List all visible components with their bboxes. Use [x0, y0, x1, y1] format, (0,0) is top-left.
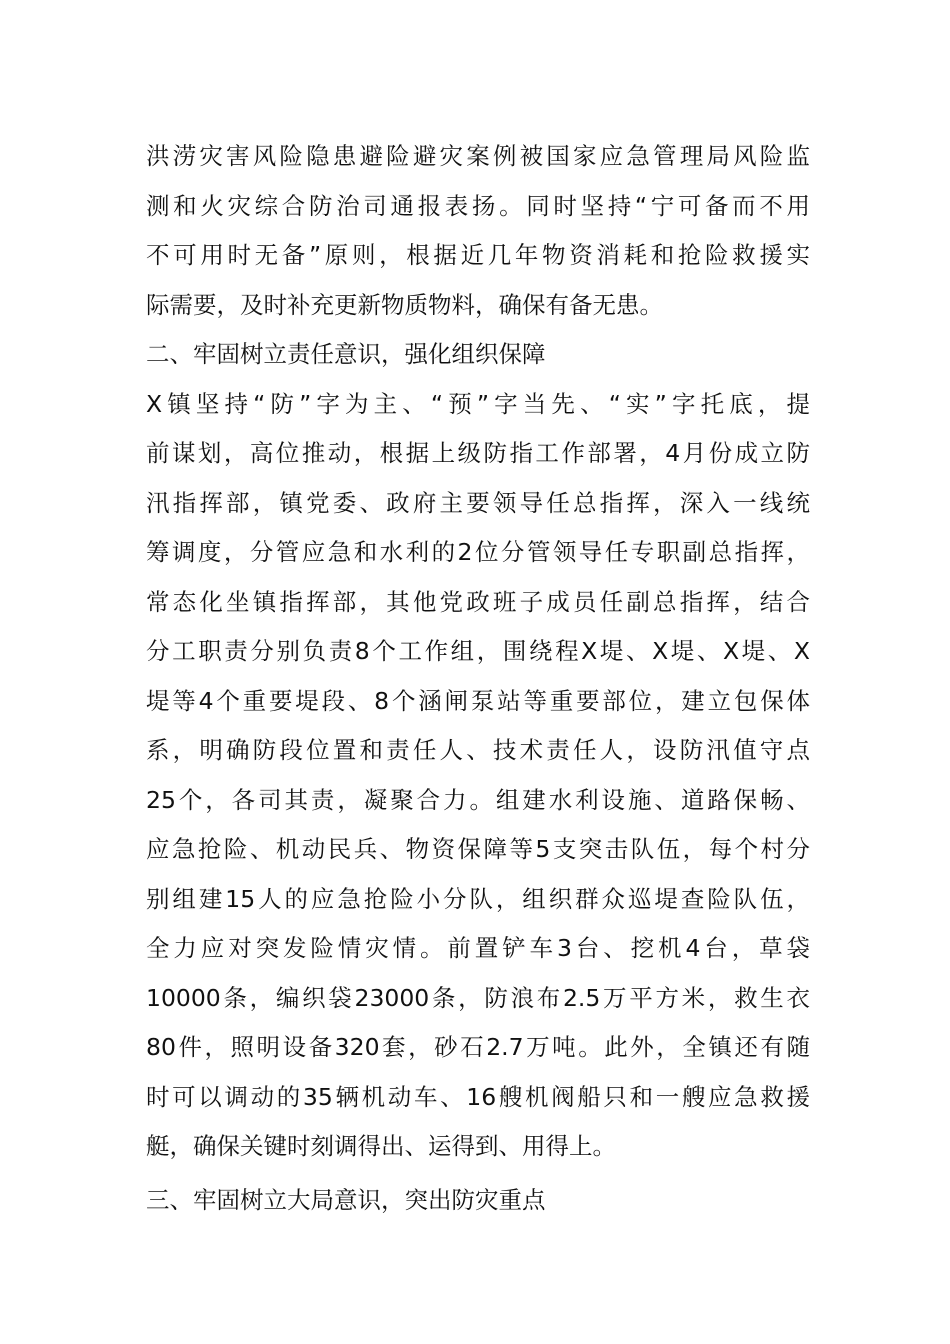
paragraph-line: 洪涝灾害风险隐患避险避灾案例被国家应急管理局风险监: [146, 142, 810, 170]
section-heading: 二、牢固树立责任意识，强化组织保障: [146, 340, 546, 368]
paragraph-line: 前谋划，高位推动，根据上级防指工作部署，4月份成立防: [146, 439, 810, 467]
document-body: [146, 132, 810, 1225]
paragraph-line: 堤等4个重要堤段、8个涵闸泵站等重要部位，建立包保体: [146, 686, 810, 715]
paragraph-line: 25个，各司其责，凝聚合力。组建水利设施、道路保畅、: [146, 785, 810, 814]
paragraph-line: 际需要，及时补充更新物质物料，确保有备无患。: [146, 290, 663, 319]
paragraph-line: 测和火灾综合防治司通报表扬。同时坚持“宁可备而不用: [146, 191, 810, 220]
paragraph-line: 不可用时无备”原则，根据近几年物资消耗和抢险救援实: [146, 241, 810, 269]
paragraph-line: 系，明确防段位置和责任人、技术责任人，设防汛值守点: [146, 736, 810, 764]
paragraph-line: 10000条，编织袋23000条，防浪布2.5万平方米，救生衣: [146, 983, 810, 1012]
section-heading: 三、牢固树立大局意识，突出防灾重点: [146, 1185, 546, 1214]
paragraph-line: 汛指挥部，镇党委、政府主要领导任总指挥，深入一线统: [146, 488, 810, 517]
paragraph-line: 分工职责分别负责8个工作组，围绕程X堤、X堤、X堤、X: [146, 637, 810, 665]
paragraph-line: 别组建15人的应急抢险小分队，组织群众巡堤查险队伍，: [146, 884, 810, 913]
paragraph-line: 艇，确保关键时刻调得出、运得到、用得上。: [146, 1132, 616, 1160]
paragraph-line: 80件，照明设备320套，砂石2.7万吨。此外，全镇还有随: [146, 1033, 810, 1061]
paragraph-line: 时可以调动的35辆机动车、16艘机阀船只和一艘应急救援: [146, 1082, 810, 1111]
paragraph-line: 常态化坐镇指挥部，其他党政班子成员任副总指挥，结合: [146, 587, 810, 616]
paragraph-line: 全力应对突发险情灾情。前置铲车3台、挖机4台，草袋: [146, 934, 810, 962]
paragraph-line: X镇坚持“防”字为主、“预”字当先、“实”字托底，提: [146, 389, 810, 418]
paragraph-line: 应急抢险、机动民兵、物资保障等5支突击队伍，每个村分: [146, 835, 810, 863]
paragraph-line: 筹调度，分管应急和水利的2位分管领导任专职副总指挥，: [146, 538, 810, 566]
